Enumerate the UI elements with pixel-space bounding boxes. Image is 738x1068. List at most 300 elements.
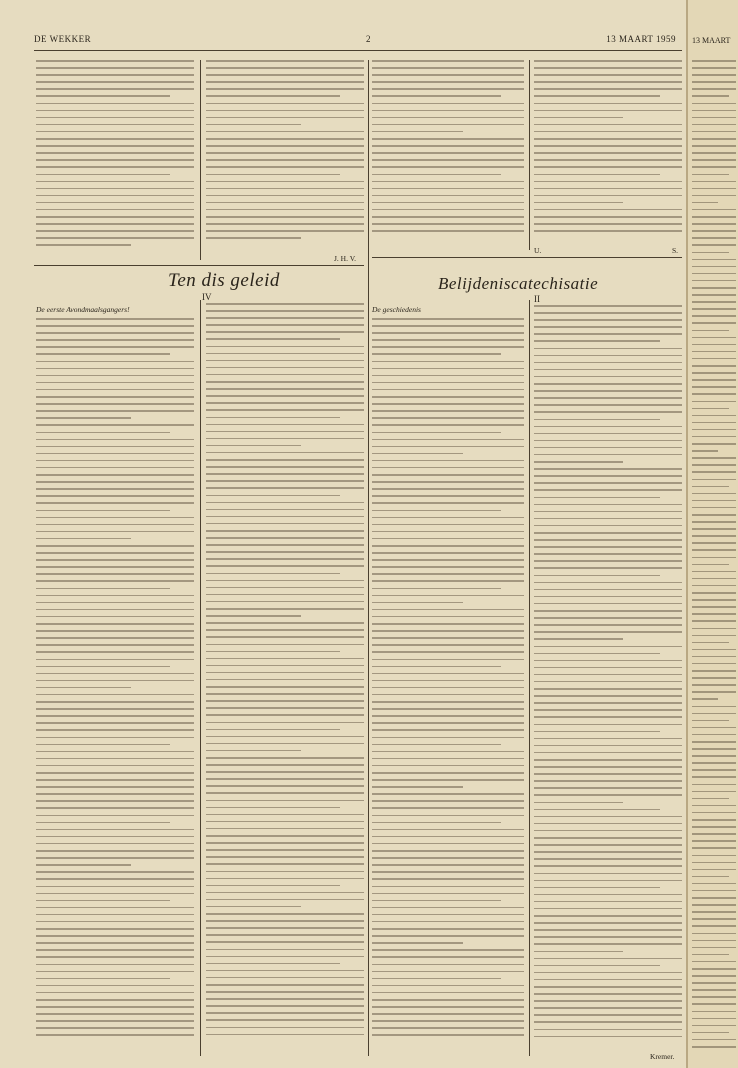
text-line	[692, 1046, 736, 1048]
text-line	[534, 759, 682, 761]
text-line	[692, 1018, 736, 1020]
text-line	[372, 822, 501, 824]
text-line	[372, 67, 524, 69]
text-line	[692, 791, 736, 793]
text-line	[534, 610, 682, 612]
text-line	[692, 500, 736, 502]
text-line	[206, 202, 364, 204]
text-line	[372, 651, 524, 653]
text-line	[36, 886, 194, 888]
text-line	[206, 892, 364, 894]
text-line	[692, 805, 736, 807]
text-line	[36, 857, 194, 859]
text-line	[372, 744, 501, 746]
text-line	[206, 523, 364, 525]
text-line	[534, 475, 682, 477]
text-line	[206, 124, 301, 126]
text-line	[534, 81, 682, 83]
text-line	[36, 666, 170, 668]
text-line	[206, 629, 364, 631]
text-line	[372, 722, 524, 724]
text-line	[534, 340, 660, 342]
text-line	[372, 985, 524, 987]
text-line	[206, 792, 364, 794]
text-line	[692, 337, 736, 339]
page-masthead	[34, 34, 676, 48]
text-line	[36, 467, 194, 469]
text-line	[206, 565, 364, 567]
text-line	[206, 459, 364, 461]
text-line	[692, 301, 736, 303]
text-line	[206, 750, 301, 752]
text-line	[206, 174, 340, 176]
text-line	[692, 386, 736, 388]
text-line	[206, 1019, 364, 1021]
text-line	[36, 807, 194, 809]
text-line	[534, 482, 682, 484]
text-line	[206, 658, 364, 660]
text-line	[36, 850, 194, 852]
text-line	[534, 1014, 682, 1016]
text-line	[372, 332, 524, 334]
text-line	[206, 871, 364, 873]
text-line	[534, 1000, 682, 1002]
article-signature: U.	[534, 246, 542, 255]
text-line	[534, 887, 660, 889]
text-line	[206, 729, 340, 731]
masthead-rule	[34, 50, 682, 51]
text-line	[692, 578, 736, 580]
column-rule	[529, 60, 530, 250]
text-line	[206, 580, 364, 582]
text-line	[534, 188, 682, 190]
text-line	[372, 949, 524, 951]
text-line	[206, 587, 364, 589]
text-line	[206, 223, 364, 225]
text-line	[36, 900, 170, 902]
text-line	[372, 517, 524, 519]
text-line	[36, 595, 194, 597]
text-line	[372, 559, 524, 561]
text-line	[36, 602, 194, 604]
text-line	[36, 907, 194, 909]
text-line	[206, 438, 364, 440]
text-line	[206, 131, 364, 133]
text-line	[36, 765, 194, 767]
text-line	[692, 713, 736, 715]
text-line	[692, 393, 736, 395]
text-line	[206, 665, 364, 667]
text-line	[36, 67, 194, 69]
text-line	[36, 1006, 194, 1008]
text-line	[36, 971, 194, 973]
text-line	[372, 573, 524, 575]
text-line	[36, 566, 194, 568]
text-line	[372, 181, 524, 183]
text-line	[206, 615, 301, 617]
text-line	[534, 553, 682, 555]
text-line	[372, 495, 524, 497]
text-line	[692, 812, 736, 814]
article-signature: J. H. V.	[334, 254, 357, 263]
text-line	[534, 461, 623, 463]
text-line	[692, 706, 736, 708]
text-line	[206, 502, 364, 504]
text-line	[372, 346, 524, 348]
text-line	[372, 637, 524, 639]
text-line	[206, 331, 364, 333]
text-line	[36, 956, 194, 958]
text-line	[692, 252, 729, 254]
text-line	[206, 60, 364, 62]
text-line	[36, 439, 194, 441]
text-line	[692, 408, 729, 410]
text-line	[36, 159, 194, 161]
text-line	[36, 510, 170, 512]
text-line	[206, 324, 364, 326]
text-line	[534, 1036, 682, 1038]
text-line	[36, 744, 170, 746]
text-line	[692, 330, 729, 332]
text-line	[206, 381, 364, 383]
text-line	[372, 95, 501, 97]
text-line	[206, 237, 301, 239]
text-line	[534, 631, 682, 633]
text-line	[534, 319, 682, 321]
text-line	[372, 474, 524, 476]
text-line	[692, 507, 736, 509]
text-line	[534, 518, 682, 520]
text-line	[372, 871, 524, 873]
text-line	[372, 914, 524, 916]
text-line	[692, 933, 736, 935]
text-line	[692, 762, 736, 764]
text-line	[372, 772, 524, 774]
text-line	[692, 784, 736, 786]
text-line	[372, 701, 524, 703]
text-line	[206, 828, 364, 830]
text-line	[534, 724, 682, 726]
text-line	[36, 1034, 194, 1036]
text-line	[36, 332, 194, 334]
section-title-belijdenis: Belijdeniscatechisatie	[438, 274, 599, 293]
text-line	[692, 273, 736, 275]
text-line	[372, 545, 524, 547]
text-line	[206, 743, 364, 745]
text-line	[372, 623, 524, 625]
text-line	[206, 608, 364, 610]
text-line	[372, 166, 524, 168]
text-line	[692, 663, 736, 665]
text-line	[692, 88, 736, 90]
text-line	[206, 601, 364, 603]
text-line	[36, 524, 194, 526]
text-line	[534, 823, 682, 825]
text-line	[206, 145, 364, 147]
text-line	[372, 935, 524, 937]
text-line	[534, 844, 682, 846]
text-line	[692, 720, 729, 722]
text-line	[534, 159, 682, 161]
text-line	[372, 893, 524, 895]
text-line	[372, 886, 524, 888]
text-line	[372, 209, 524, 211]
text-line	[206, 509, 364, 511]
text-line	[692, 294, 736, 296]
column-rule	[368, 60, 369, 1056]
text-line	[372, 595, 524, 597]
text-line	[372, 375, 524, 377]
text-line	[206, 594, 364, 596]
text-line	[372, 850, 524, 852]
text-line	[692, 698, 718, 700]
text-line	[36, 202, 194, 204]
text-line	[36, 244, 131, 246]
text-line	[36, 396, 194, 398]
text-line	[36, 382, 194, 384]
text-line	[372, 195, 524, 197]
text-line	[692, 401, 736, 403]
text-line	[36, 694, 194, 696]
text-line	[372, 666, 501, 668]
text-line	[692, 471, 736, 473]
text-line	[36, 928, 194, 930]
text-line	[372, 616, 524, 618]
text-line	[206, 195, 364, 197]
text-line	[206, 913, 364, 915]
text-line	[692, 60, 736, 62]
text-line	[372, 956, 524, 958]
column-rule	[200, 60, 201, 260]
adjacent-page-edge	[686, 0, 738, 1068]
text-line	[206, 686, 364, 688]
text-line	[206, 88, 364, 90]
text-line	[372, 396, 524, 398]
text-line	[692, 975, 736, 977]
text-line	[534, 929, 682, 931]
text-line	[206, 700, 364, 702]
text-line	[36, 361, 194, 363]
adjacent-page-column	[692, 60, 736, 1053]
text-line	[692, 656, 736, 658]
text-line	[36, 95, 170, 97]
text-line	[692, 358, 736, 360]
text-line	[692, 748, 736, 750]
text-line	[36, 800, 194, 802]
text-line	[36, 237, 194, 239]
issue-date: 13 MAART 1959	[606, 34, 676, 44]
text-line	[36, 424, 194, 426]
text-line	[692, 599, 736, 601]
section-number: IV	[202, 292, 212, 302]
text-line	[206, 188, 364, 190]
text-line	[36, 1020, 194, 1022]
text-line	[372, 325, 524, 327]
text-line	[372, 1013, 524, 1015]
text-line	[206, 714, 364, 716]
text-line	[534, 497, 660, 499]
text-line	[36, 978, 170, 980]
text-line	[36, 715, 194, 717]
text-line	[692, 571, 736, 573]
text-line	[534, 745, 682, 747]
text-line	[692, 1003, 736, 1005]
article-column	[36, 318, 194, 1042]
text-line	[36, 538, 131, 540]
text-line	[534, 589, 682, 591]
text-line	[36, 117, 194, 119]
text-line	[372, 152, 524, 154]
text-line	[372, 339, 524, 341]
text-line	[692, 649, 736, 651]
text-line	[692, 95, 729, 97]
text-line	[206, 849, 364, 851]
text-line	[36, 339, 194, 341]
text-line	[372, 74, 524, 76]
text-line	[206, 395, 364, 397]
text-line	[692, 897, 736, 899]
text-line	[36, 999, 194, 1001]
text-line	[36, 893, 194, 895]
text-line	[534, 560, 682, 562]
text-line	[534, 223, 682, 225]
text-line	[692, 103, 736, 105]
text-line	[36, 772, 194, 774]
text-line	[372, 453, 463, 455]
text-line	[206, 707, 364, 709]
text-line	[692, 479, 736, 481]
text-line	[534, 376, 682, 378]
text-line	[534, 397, 682, 399]
text-line	[206, 431, 364, 433]
text-line	[206, 81, 364, 83]
text-line	[692, 117, 736, 119]
text-line	[692, 606, 736, 608]
text-line	[206, 920, 364, 922]
text-line	[372, 159, 524, 161]
text-line	[692, 429, 736, 431]
text-line	[36, 432, 170, 434]
text-line	[36, 145, 194, 147]
text-line	[372, 417, 524, 419]
text-line	[36, 481, 194, 483]
text-line	[372, 729, 524, 731]
text-line	[206, 757, 364, 759]
text-line	[534, 936, 682, 938]
article-column	[534, 305, 682, 1043]
text-line	[534, 468, 682, 470]
text-line	[36, 843, 194, 845]
text-line	[206, 863, 364, 865]
text-line	[534, 390, 682, 392]
text-line	[534, 958, 682, 960]
text-line	[206, 842, 364, 844]
text-line	[206, 991, 364, 993]
text-line	[36, 88, 194, 90]
text-line	[206, 622, 364, 624]
text-line	[692, 557, 736, 559]
text-line	[206, 159, 364, 161]
text-line	[534, 731, 660, 733]
text-line	[36, 410, 194, 412]
text-line	[534, 166, 682, 168]
text-line	[534, 858, 682, 860]
text-line	[372, 580, 524, 582]
text-line	[206, 984, 364, 986]
text-line	[692, 308, 736, 310]
text-line	[692, 776, 736, 778]
text-line	[36, 152, 194, 154]
text-line	[692, 436, 736, 438]
text-line	[534, 638, 623, 640]
text-line	[372, 502, 524, 504]
text-line	[36, 708, 194, 710]
text-line	[206, 166, 364, 168]
text-line	[692, 954, 729, 956]
text-line	[36, 453, 194, 455]
text-line	[692, 230, 736, 232]
text-line	[36, 110, 194, 112]
text-line	[534, 794, 682, 796]
text-line	[36, 964, 194, 966]
text-line	[36, 488, 194, 490]
text-line	[372, 432, 501, 434]
text-line	[534, 404, 682, 406]
text-line	[692, 734, 736, 736]
text-line	[534, 965, 660, 967]
text-line	[206, 466, 364, 468]
text-line	[36, 573, 194, 575]
text-line	[372, 758, 524, 760]
text-line	[534, 816, 682, 818]
text-line	[372, 510, 501, 512]
text-line	[36, 502, 194, 504]
text-line	[372, 138, 524, 140]
text-line	[36, 871, 194, 873]
text-line	[534, 74, 682, 76]
text-line	[534, 103, 682, 105]
text-line	[36, 729, 194, 731]
text-line	[206, 409, 364, 411]
text-line	[372, 439, 524, 441]
text-line	[372, 793, 524, 795]
text-line	[372, 389, 524, 391]
text-line	[372, 971, 524, 973]
text-line	[372, 602, 463, 604]
text-line	[692, 769, 736, 771]
text-line	[372, 460, 524, 462]
text-line	[372, 446, 524, 448]
text-line	[206, 722, 364, 724]
text-line	[692, 237, 736, 239]
text-line	[692, 131, 736, 133]
section-number: II	[534, 294, 540, 304]
text-line	[372, 524, 524, 526]
text-line	[372, 737, 524, 739]
text-line	[534, 174, 660, 176]
text-line	[692, 81, 736, 83]
text-line	[534, 702, 682, 704]
text-line	[692, 684, 736, 686]
text-line	[534, 447, 682, 449]
text-line	[372, 103, 524, 105]
text-line	[206, 152, 364, 154]
text-line	[206, 814, 364, 816]
text-line	[692, 450, 718, 452]
text-line	[36, 517, 194, 519]
text-line	[36, 616, 194, 618]
text-line	[692, 322, 736, 324]
